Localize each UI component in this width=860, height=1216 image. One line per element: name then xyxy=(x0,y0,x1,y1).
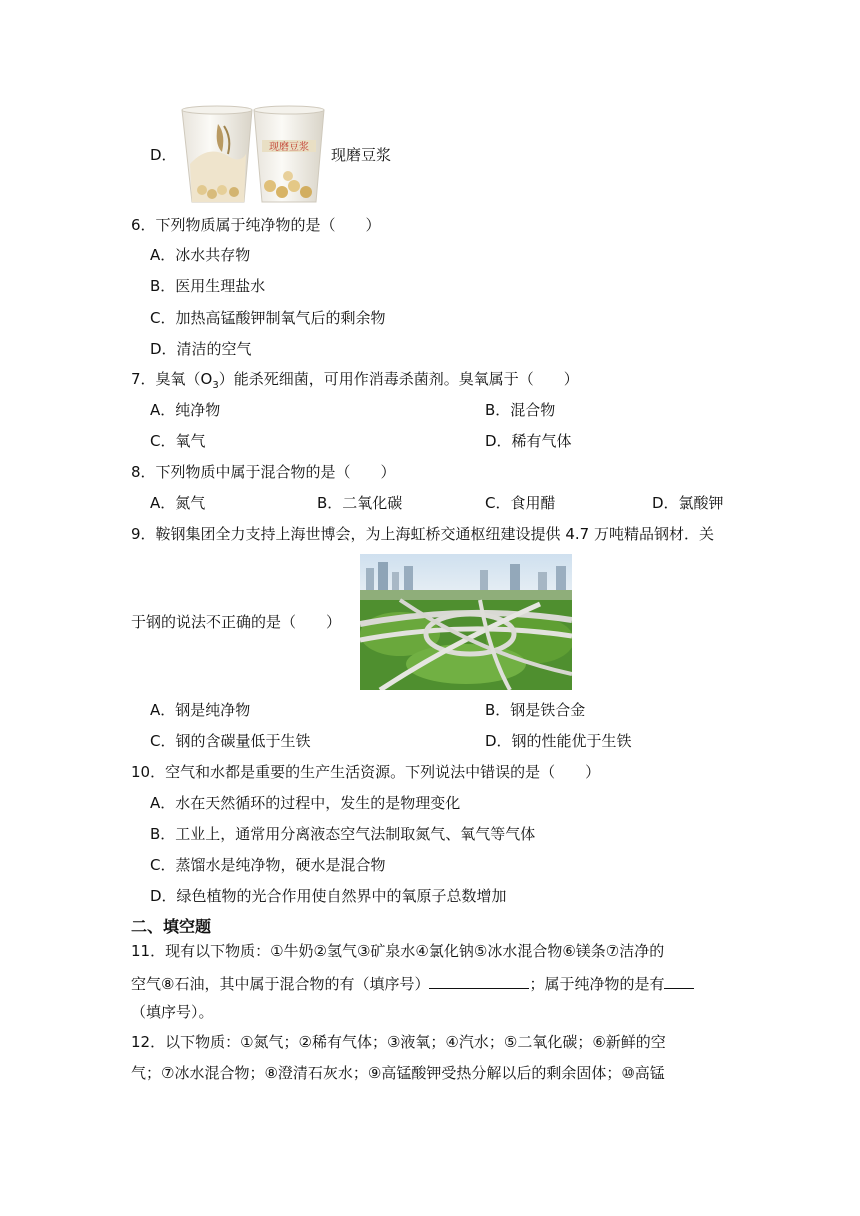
cup-label-text: 现磨豆浆 xyxy=(269,142,309,153)
q8-option-d: D．氯酸钾 xyxy=(652,494,724,512)
q5-option-d-label: D． xyxy=(150,146,177,164)
q10-option-c: C．蒸馏水是纯净物，硬水是混合物 xyxy=(150,856,386,874)
q10-option-a: A．水在天然循环的过程中，发生的是物理变化 xyxy=(150,794,461,812)
q9-option-c: C．钢的含碳量低于生铁 xyxy=(150,732,311,750)
q6-option-d: D．清洁的空气 xyxy=(150,340,252,358)
q11-line2: 空气⑧石油，其中属于混合物的有（填序号） ；属于纯净物的是有 xyxy=(131,972,694,994)
q10-stem: 10．空气和水都是重要的生产生活资源。下列说法中错误的是（ ） xyxy=(131,763,601,781)
q11-blank-mixtures[interactable] xyxy=(429,972,529,989)
q6-option-c: C．加热高锰酸钾制氧气后的剩余物 xyxy=(150,309,386,327)
q9-option-d: D．钢的性能优于生铁 xyxy=(485,732,632,750)
q9-stem-line1: 9．鞍钢集团全力支持上海世博会，为上海虹桥交通枢纽建设提供 4.7 万吨精品钢材．关 xyxy=(131,525,714,543)
highway-interchange-photo xyxy=(360,554,572,690)
q5-option-d-text: 现磨豆浆 xyxy=(331,146,392,164)
q9-option-a: A．钢是纯净物 xyxy=(150,701,251,719)
section-title-fill-in: 二、填空题 xyxy=(131,917,212,936)
q7-option-c: C．氧气 xyxy=(150,432,206,450)
q12-line1: 12．以下物质：①氮气；②稀有气体；③液氧；④汽水；⑤二氧化碳；⑥新鲜的空 xyxy=(131,1033,666,1051)
q10-option-d: D．绿色植物的光合作用使自然界中的氧原子总数增加 xyxy=(150,887,507,905)
q11-blank-pure[interactable] xyxy=(664,972,694,989)
q7-option-b: B．混合物 xyxy=(485,401,556,419)
q12-line2: 气；⑦冰水混合物；⑧澄清石灰水；⑨高锰酸钾受热分解以后的剩余固体；⑩高锰 xyxy=(131,1064,665,1082)
q7-stem: 7．臭氧$(O_3)$能杀死细菌，可用作消毒杀菌剂。臭氧属于（ ） xyxy=(131,370,579,391)
q8-stem: 8．下列物质中属于混合物的是（ ） xyxy=(131,463,396,481)
q9-stem-line2: 于钢的说法不正确的是（ ） xyxy=(131,613,342,631)
q7-option-d: D．稀有气体 xyxy=(485,432,572,450)
q11-line3: （填序号）。 xyxy=(131,1003,214,1021)
soy-milk-cups-image xyxy=(178,104,328,204)
q6-stem: 6．下列物质属于纯净物的是（ ） xyxy=(131,216,381,234)
q8-option-b: B．二氧化碳 xyxy=(317,494,403,512)
q6-option-a: A．冰水共存物 xyxy=(150,246,251,264)
q6-option-b: B．医用生理盐水 xyxy=(150,277,266,295)
q9-option-b: B．钢是铁合金 xyxy=(485,701,586,719)
q11-line1: 11．现有以下物质：①牛奶②氢气③矿泉水④氯化钠⑤冰水混合物⑥镁条⑦洁净的 xyxy=(131,942,665,960)
q7-option-a: A．纯净物 xyxy=(150,401,221,419)
q8-option-c: C．食用醋 xyxy=(485,494,556,512)
q8-option-a: A．氮气 xyxy=(150,494,206,512)
q10-option-b: B．工业上，通常用分离液态空气法制取氮气、氧气等气体 xyxy=(150,825,536,843)
